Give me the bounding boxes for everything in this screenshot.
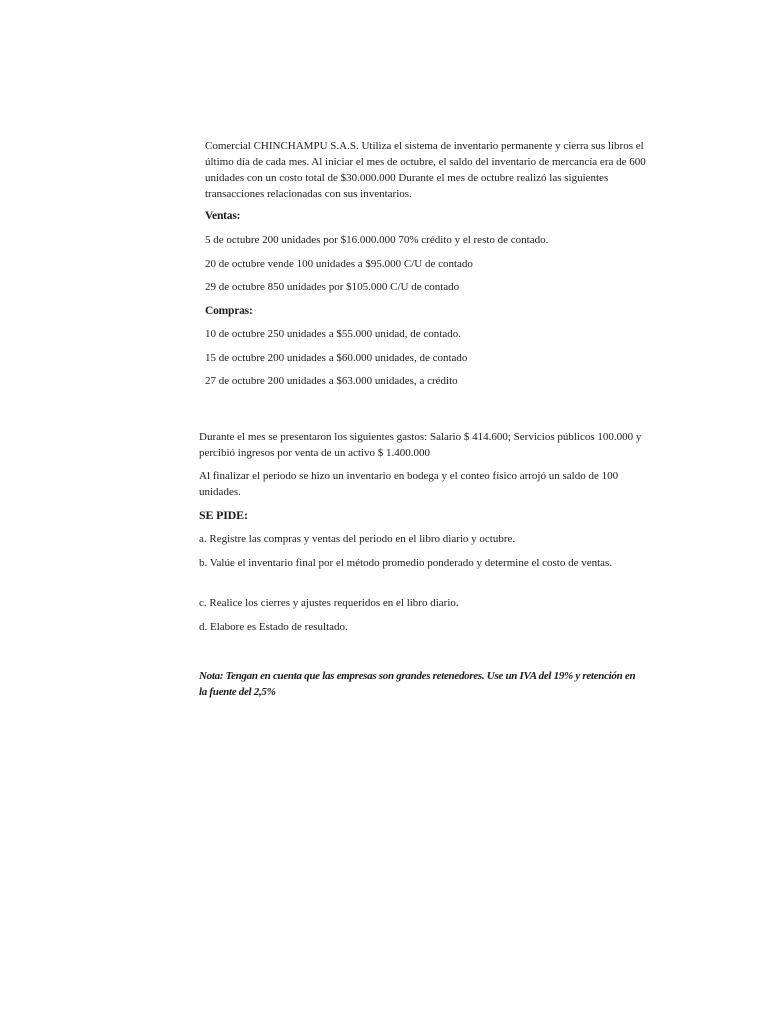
compras-heading: Compras: xyxy=(205,305,253,317)
requirement-item: a. Registre las compras y ventas del periodo en el libro diario y octubre. xyxy=(199,533,516,545)
compras-item: 10 de octubre 250 unidades a $55.000 unidad, de contado. xyxy=(205,328,461,340)
nota-paragraph: Nota: Tengan en cuenta que las empresas son grandes retenedores. Use un IVA del 19% y retención en la fuente del 2,5% xyxy=(199,670,636,698)
ventas-item: 5 de octubre 200 unidades por $16.000.000 70% crédito y el resto de contado. xyxy=(205,234,549,246)
gastos-paragraph: Durante el mes se presentaron los siguientes gastos: Salario $ 414.600; Servicios públicos 100.000 y percibió ingresos por venta de un activo $ 1.400.000 xyxy=(199,431,642,459)
requirement-item: b. Valúe el inventario final por el método promedio ponderado y determine el costo de ventas. xyxy=(199,557,613,569)
conteo-paragraph: Al finalizar el periodo se hizo un inventario en bodega y el conteo físico arrojó un saldo de 100 unidades. xyxy=(199,470,619,498)
se-pide-heading: SE PIDE: xyxy=(199,508,248,522)
ventas-heading: Ventas: xyxy=(205,210,241,222)
compras-item: 27 de octubre 200 unidades a $63.000 unidades, a crédito xyxy=(205,375,458,387)
ventas-item: 20 de octubre vende 100 unidades a $95.000 C/U de contado xyxy=(205,258,473,270)
intro-paragraph: Comercial CHINCHAMPU S.A.S. Utiliza el sistema de inventario permanente y cierra sus libros el último día de cada mes. Al iniciar el mes de octubre, el saldo del inventario de mercancía era de 600 unidades con un costo total de $30.000.000 Durante el mes de octubre realizó las siguientes transacciones relacionadas con sus inventarios. xyxy=(205,140,646,200)
requirement-item: d. Elabore es Estado de resultado. xyxy=(199,621,348,633)
compras-item: 15 de octubre 200 unidades a $60.000 unidades, de contado xyxy=(205,352,468,364)
ventas-item: 29 de octubre 850 unidades por $105.000 C/U de contado xyxy=(205,281,460,293)
requirement-item: c. Realice los cierres y ajustes requeridos en el libro diario. xyxy=(199,597,459,609)
